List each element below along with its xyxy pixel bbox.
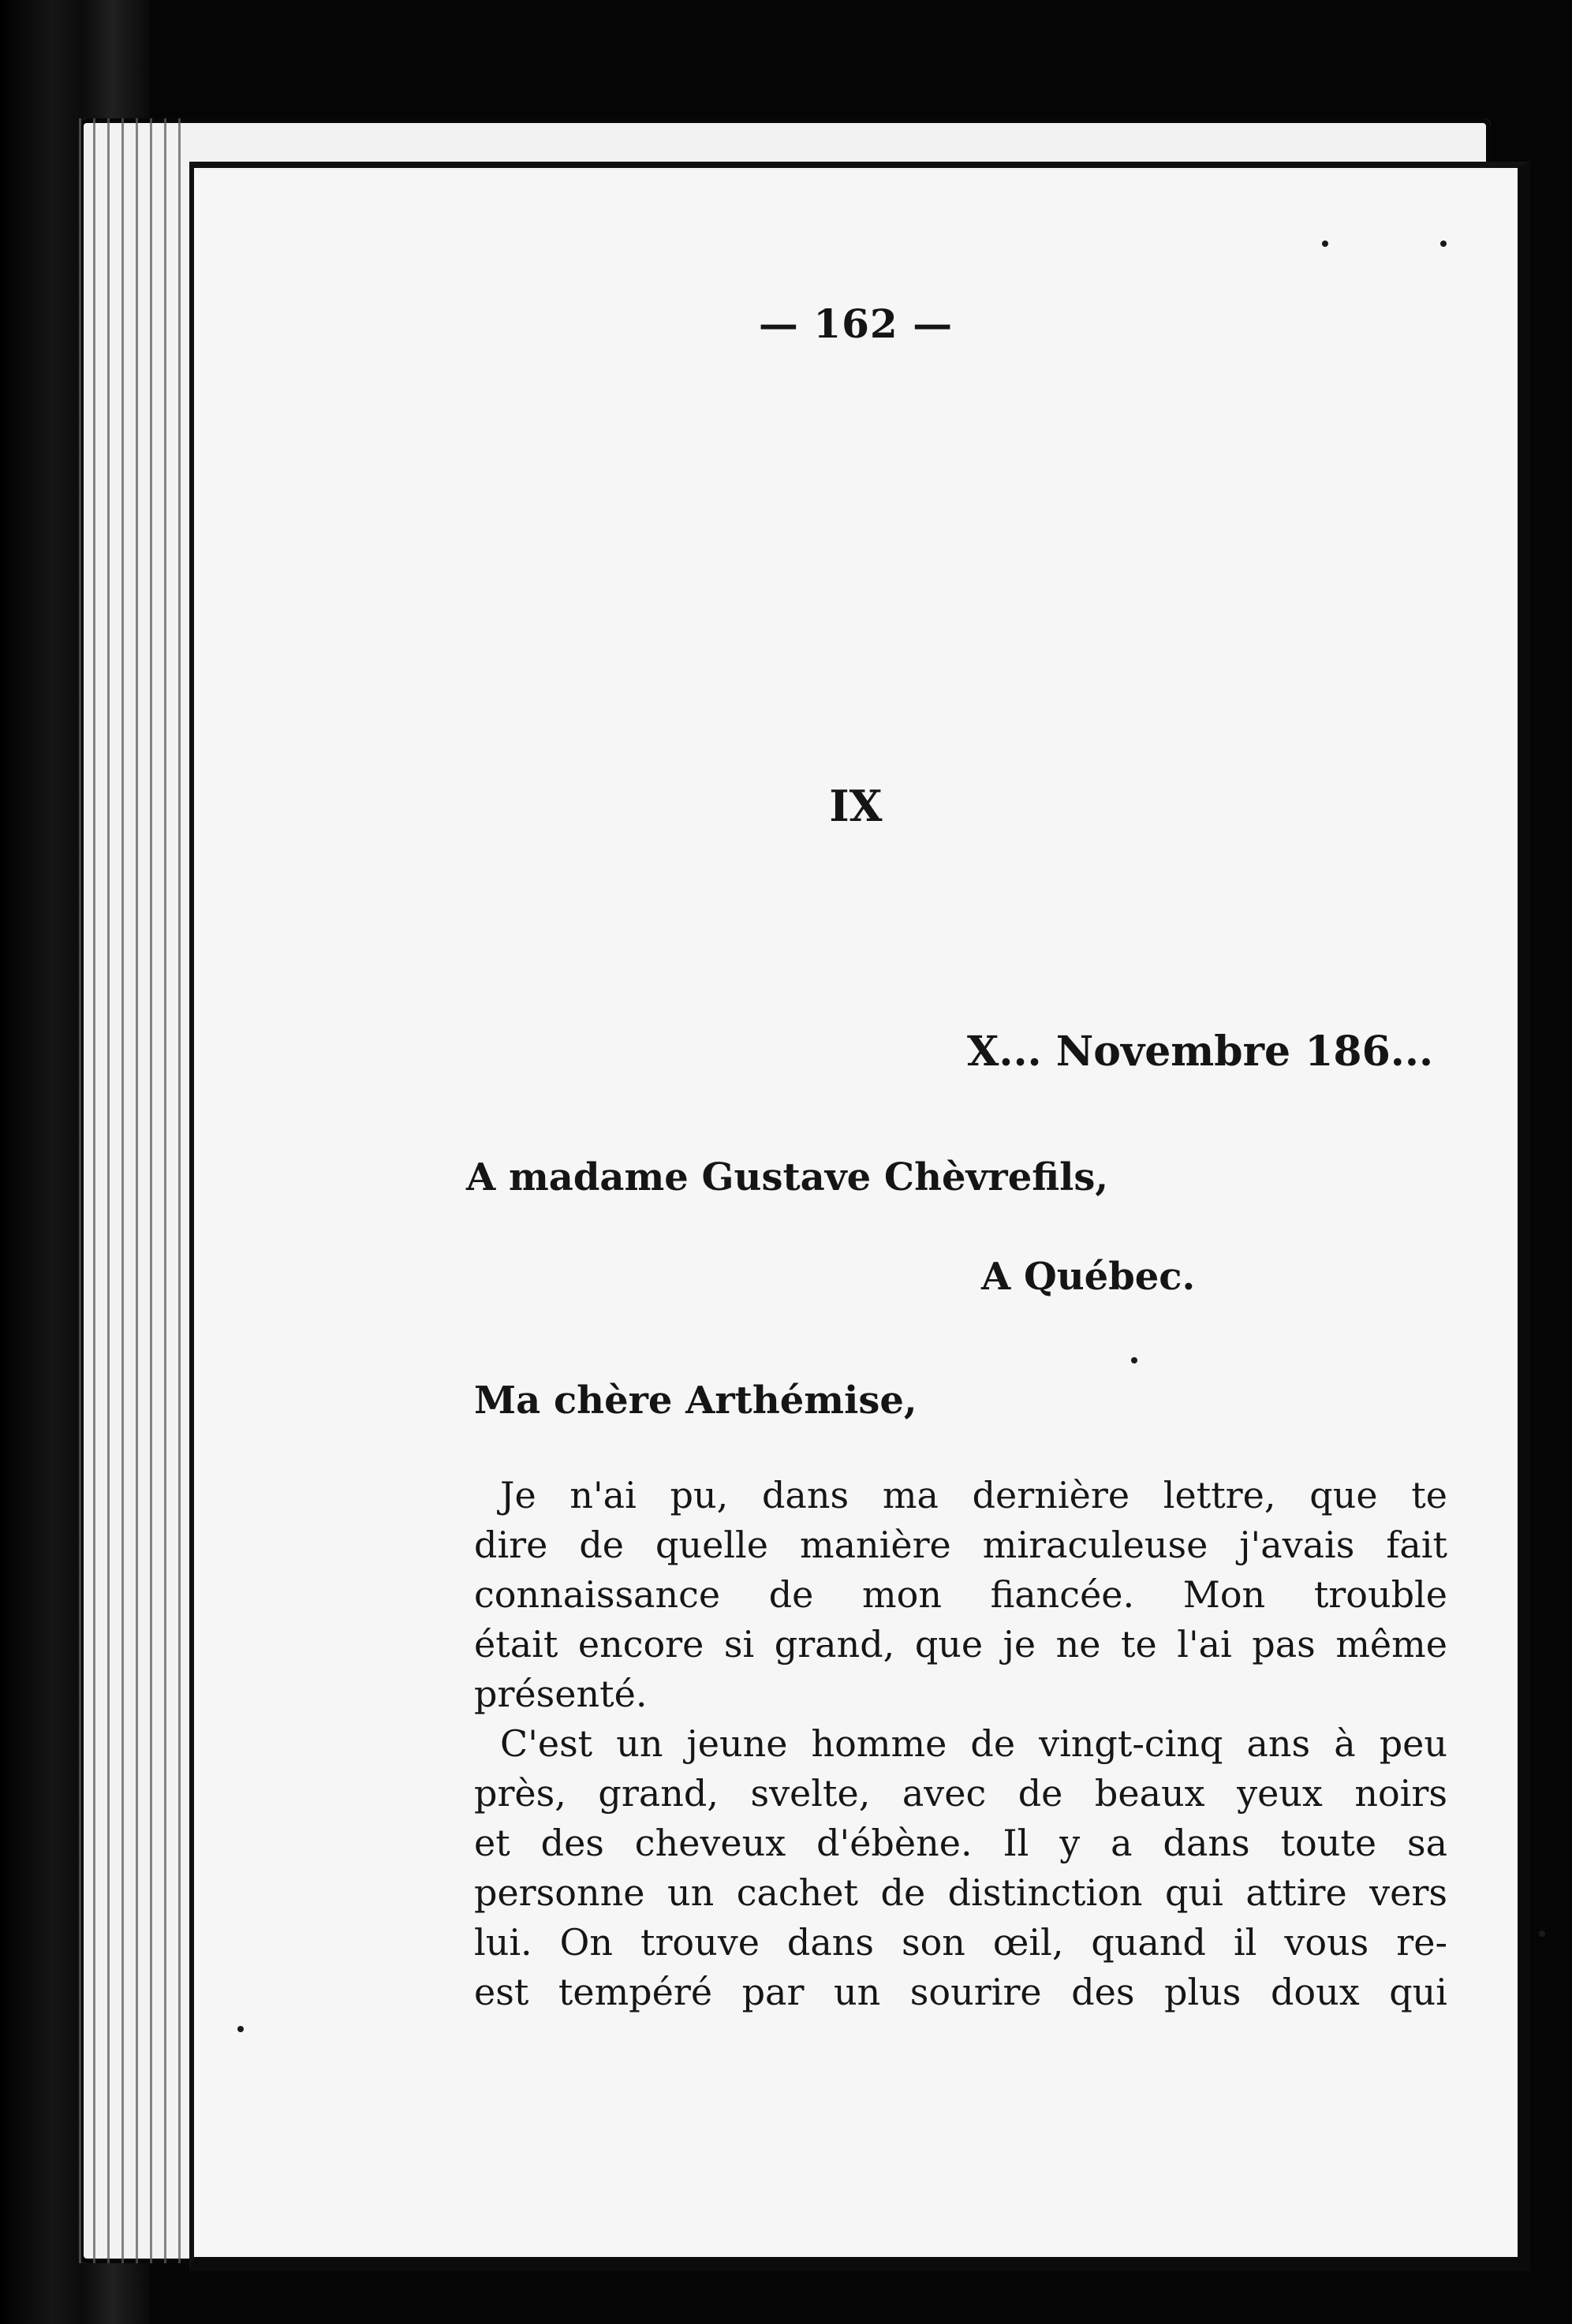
text-line: C'est un jeune homme de vingt-cinq ans à peu	[500, 1722, 1447, 1765]
paragraph	[474, 1719, 1447, 2017]
paragraph	[474, 1471, 1447, 1719]
page-number: — 162 —	[758, 300, 954, 347]
text-line: était encore si grand, que je ne te l'ai pas même	[474, 1623, 1447, 1666]
paper-speck	[1131, 1357, 1137, 1363]
page-edge-layer	[150, 118, 152, 2263]
text-line: et des cheveux d'ébène. Il y a dans toute sa	[474, 1822, 1447, 1864]
page-edge-layer	[178, 118, 181, 2263]
page-edge-layer	[121, 118, 124, 2263]
letter-date: X... Novembre 186...	[967, 1028, 1434, 1076]
book-page	[189, 162, 1530, 2271]
page-edge-layer	[93, 118, 95, 2263]
text-line: présenté.	[474, 1673, 648, 1715]
page-edge-layer	[164, 118, 166, 2263]
letter-location: A Québec.	[981, 1255, 1196, 1299]
text-line: Je n'ai pu, dans ma dernière lettre, que te	[500, 1474, 1447, 1516]
text-line: connaissance de mon fiancée. Mon trouble	[474, 1573, 1447, 1616]
page-edge-layer	[107, 118, 110, 2263]
paper-speck	[237, 2026, 244, 2032]
page-edge-layer	[136, 118, 138, 2263]
text-line: près, grand, svelte, avec de beaux yeux noirs	[474, 1772, 1447, 1815]
letter-body	[474, 1471, 1447, 2017]
text-line: est tempéré par un sourire des plus doux qui	[474, 1971, 1447, 2013]
letter-salutation: Ma chère Arthémise,	[474, 1378, 917, 1423]
paper-speck	[1440, 241, 1447, 247]
page-edge-layer	[79, 118, 81, 2263]
paper-speck	[1539, 1930, 1545, 1937]
letter-recipient: A madame Gustave Chèvrefils,	[466, 1155, 1109, 1199]
chapter-heading: IX	[829, 781, 883, 831]
text-line: lui. On trouve dans son œil, quand il vous re-	[474, 1921, 1447, 1964]
text-line: personne un cachet de distinction qui attire vers	[474, 1871, 1447, 1914]
text-line: dire de quelle manière miraculeuse j'avais fait	[474, 1524, 1447, 1566]
paper-speck	[1322, 241, 1328, 247]
